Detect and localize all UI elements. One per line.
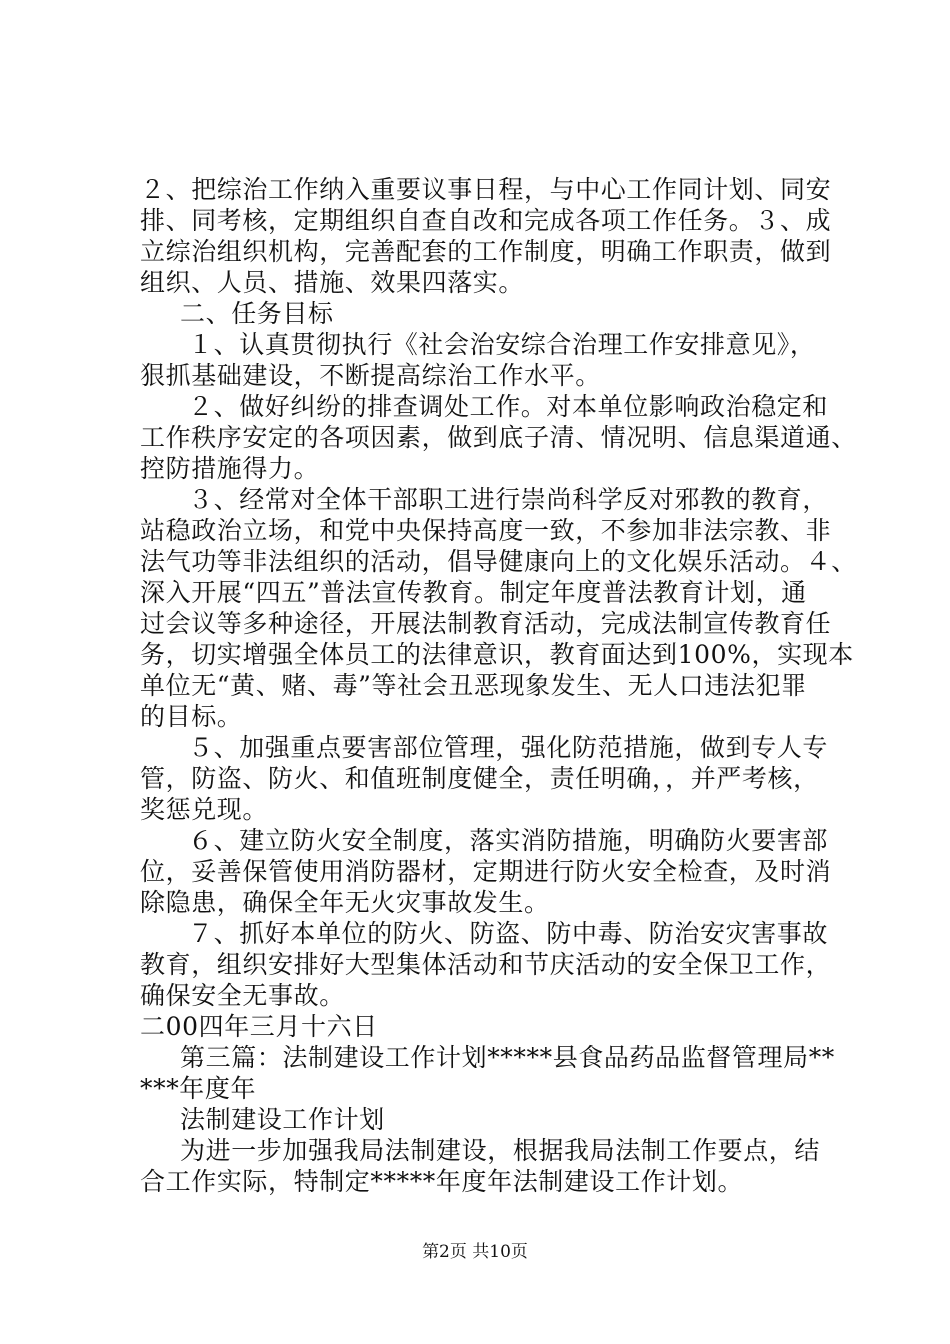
text-line: 的目标。 (140, 702, 243, 731)
text-line: 过会议等多种途径，开展法制教育活动，完成法制宣传教育任 (140, 609, 832, 638)
text-line: 教育，组织安排好大型集体活动和节庆活动的安全保卫工作， (140, 950, 832, 979)
text-line: 单位无“黄、赌、毒”等社会丑恶现象发生、无人口违法犯罪 (140, 671, 807, 700)
text-line: １、认真贯彻执行《社会治安综合治理工作安排意见》， (188, 330, 816, 359)
section-heading: 二、任务目标 (180, 299, 334, 328)
text-line: 为进一步加强我局法制建设，根据我局法制工作要点，结 (180, 1136, 821, 1165)
text-line: 位，妥善保管使用消防器材，定期进行防火安全检查，及时消 (140, 857, 832, 886)
text-line: 深入开展“四五”普法宣传教育。制定年度普法教育计划，通 (140, 578, 807, 607)
text-line: 管，防盗、防火、和值班制度健全，责任明确，，并严考核， (140, 764, 819, 793)
page-number: 第2页 共10页 (422, 1242, 528, 1262)
text-line: 立综治组织机构，完善配套的工作制度，明确工作职责，做到 (140, 237, 832, 266)
text-line: ２、做好纠纷的排查调处工作。对本单位影响政治稳定和 (188, 392, 829, 421)
text-line: 狠抓基础建设，不断提高综治工作水平。 (140, 361, 601, 390)
text-line: ７、抓好本单位的防火、防盗、防中毒、防治安灾害事故 (188, 919, 829, 948)
text-line: ６、建立防火安全制度，落实消防措施，明确防火要害部 (188, 826, 829, 855)
chapter-heading: 第三篇：法制建设工作计划*****县食品药品监督管理局** (180, 1043, 835, 1072)
text-line: 排、同考核，定期组织自查自改和完成各项工作任务。３、成 (140, 206, 832, 235)
text-line: ５、加强重点要害部位管理，强化防范措施，做到专人专 (188, 733, 829, 762)
plan-title: 法制建设工作计划 (180, 1105, 385, 1134)
text-line: 奖惩兑现。 (140, 795, 269, 824)
text-line: 组织、人员、措施、效果四落实。 (140, 268, 525, 297)
text-line: 合工作实际，特制定*****年度年法制建设工作计划。 (140, 1167, 744, 1196)
date-line: 二00四年三月十六日 (140, 1012, 378, 1041)
text-line: ***年度年 (140, 1074, 257, 1103)
text-line: ３、经常对全体干部职工进行崇尚科学反对邪教的教育， (188, 485, 829, 514)
text-line: 法气功等非法组织的活动，倡导健康向上的文化娱乐活动。４、 (140, 547, 857, 576)
text-line: ２、把综治工作纳入重要议事日程，与中心工作同计划、同安 (140, 175, 832, 204)
text-line: 控防措施得力。 (140, 454, 320, 483)
text-line: 工作秩序安定的各项因素，做到底子清、情况明、信息渠道通、 (140, 423, 857, 452)
text-line: 站稳政治立场，和党中央保持高度一致，不参加非法宗教、非 (140, 516, 832, 545)
document-body (140, 174, 857, 1197)
text-line: 确保安全无事故。 (140, 981, 345, 1010)
text-line: 务，切实增强全体员工的法律意识，教育面达到100%，实现本 (140, 640, 854, 669)
text-line: 除隐患，确保全年无火灾事故发生。 (140, 888, 550, 917)
